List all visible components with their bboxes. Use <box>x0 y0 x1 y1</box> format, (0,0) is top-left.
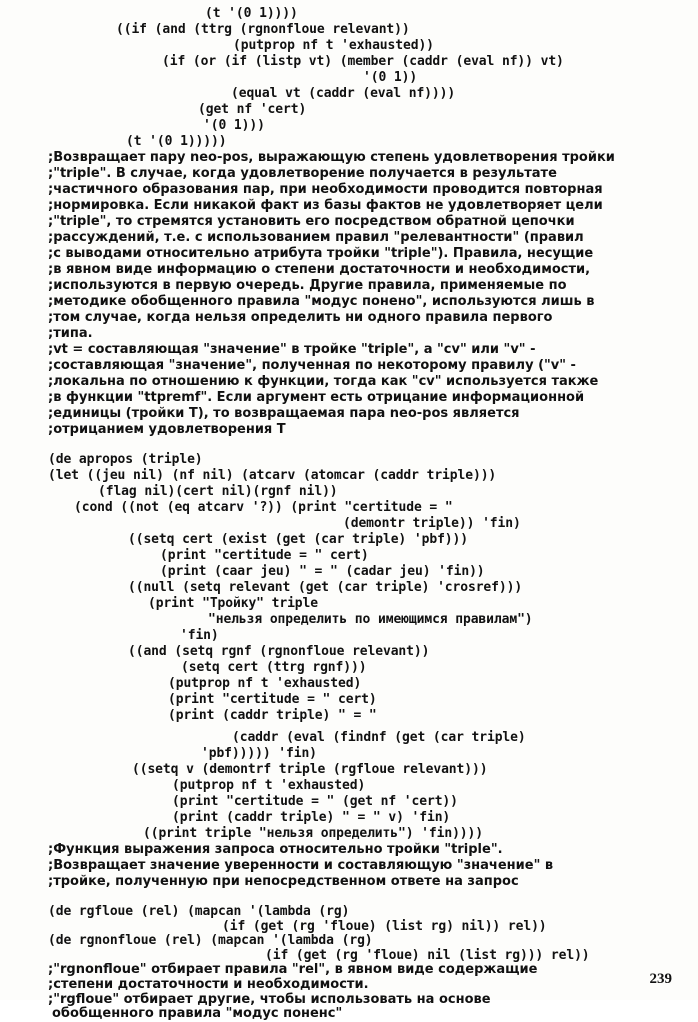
comment-line: ;с выводами относительно атрибута тройки "triple"). Правила, несущие <box>48 246 594 261</box>
code-line: (print "Тройку" triple <box>148 596 318 611</box>
code-line: (print "certitude = " cert) <box>168 692 377 707</box>
comment-line: ;рассуждений, т.е. с использованием правил "релевантности" (правил <box>48 230 584 245</box>
comment-line: ;частичного образования пар, при необходимости проводится повторная <box>48 182 603 197</box>
code-line: (caddr (eval (findnf (get (car triple) <box>232 730 526 745</box>
code-line: ((setq v (demontrf triple (rgfloue relevant))) <box>132 762 488 777</box>
code-line: (de apropos (triple) <box>48 452 203 467</box>
code-line: (setq cert (ttrg rgnf))) <box>181 660 367 675</box>
code-line: (print (caar jeu) " = " (cadar jeu) 'fin)) <box>160 564 485 579</box>
comment-line: ;отрицанием удовлетворения T <box>48 422 286 437</box>
comment-line: ;типа. <box>48 326 93 341</box>
comment-line: ;единицы (тройки T), то возвращаемая пара neo-pos является <box>48 406 520 421</box>
comment-line: ;в функции "ttpremf". Если аргумент есть отрицание информационной <box>48 390 585 405</box>
comment-line: ;составляющая "значение", полученная по некоторому правилу ("v" - <box>48 358 576 373</box>
comment-line: ;"rgnonfloue" отбирает правила "rel", в явном виде содержащие <box>48 962 538 978</box>
comment-line: ;в явном виде информацию о степени достаточности и необходимости, <box>48 262 591 277</box>
code-line: "нельзя определить по имеющимся правилам") <box>208 612 533 627</box>
comment-line: ;"triple", то стремятся установить его посредством обратной цепочки <box>48 214 575 229</box>
code-line: (if (get (rg 'floue) nil (list rg))) rel)) <box>265 947 590 963</box>
comment-line: ;vt = составляющая "значение" в тройке "triple", а "cv" или "v" - <box>48 342 536 357</box>
code-line: (if (get (rg 'floue) (list rg) nil)) rel)) <box>222 918 547 934</box>
comment-line: ;Функция выражения запроса относительно тройки "triple". <box>48 842 503 857</box>
code-line: (putprop nf t 'exhausted) <box>172 778 366 793</box>
code-line: 'fin) <box>180 628 219 643</box>
comment-line: ;нормировка. Если никакой факт из базы фактов не удовлетворяет цели <box>48 198 603 213</box>
comment-line: ;локальна по отношению к функции, тогда как "cv" используется также <box>48 374 599 389</box>
code-line: (print (caddr triple) " = " <box>168 708 377 723</box>
code-line: (putprop nf t 'exhausted)) <box>233 38 434 53</box>
comment-line: ;используются в первую очередь. Другие правила, применяемые по <box>48 278 567 293</box>
code-line: ((and (setq rgnf (rgnonfloue relevant)) <box>128 644 430 659</box>
code-line: ((if (and (ttrg (rgnonfloue relevant)) <box>116 22 410 37</box>
code-line: ((setq cert (exist (get (car triple) 'pbf))) <box>128 532 468 547</box>
code-line: (cond ((not (eq atcarv '?)) (print "certitude = " <box>74 500 453 515</box>
page-number: 239 <box>649 971 672 987</box>
comment-line: ;степени достаточности и необходимости. <box>48 977 369 992</box>
comment-line: ;методике обобщенного правила "модус понено", используются лишь в <box>48 294 595 309</box>
code-line: (print "certitude = " cert) <box>160 548 369 563</box>
code-line: '(0 1))) <box>203 118 265 133</box>
comment-line: ;том случае, когда нельзя определить ни одного правила первого <box>48 310 553 325</box>
comment-line: ;Возвращает пару neo-pos, выражающую степень удовлетворения тройки <box>48 150 615 165</box>
code-line: ((null (setq relevant (get (car triple) 'crosref))) <box>128 580 523 595</box>
comment-line: ;"triple". В случае, когда удовлетворение получается в результате <box>48 166 557 181</box>
code-line: (de rgfloue (rel) (mapcan '(lambda (rg) <box>48 904 350 919</box>
code-line: 'pbf))))) 'fin) <box>201 746 317 761</box>
code-line: (equal vt (caddr (eval nf)))) <box>231 86 456 101</box>
comment-line: ;Возвращает значение уверенности и составляющую "значение" в <box>48 858 554 873</box>
code-line: (t '(0 1))))) <box>126 134 227 149</box>
comment-line: ;тройке, полученную при непосредственном ответе на запрос <box>48 874 519 889</box>
code-line: (print (caddr triple) " = " v) 'fin) <box>172 810 451 825</box>
code-line: (let ((jeu nil) (nf nil) (atcarv (atomcar (caddr triple))) <box>48 468 497 483</box>
code-line: ((print triple "нельзя определить") 'fin)))) <box>143 826 483 841</box>
code-line: (if (or (if (listp vt) (member (caddr (eval nf)) vt) <box>162 54 564 69</box>
code-line: (get nf 'cert) <box>198 102 307 117</box>
comment-line: обобщенного правила "модус поненс" <box>52 1006 343 1022</box>
code-line: (demontr triple)) 'fin) <box>343 516 521 531</box>
code-line: (de rgnonfloue (rel) (mapcan '(lambda (rg) <box>48 933 373 949</box>
code-line: '(0 1)) <box>363 70 418 85</box>
code-line: (putprop nf t 'exhausted) <box>168 676 362 691</box>
code-line: (t '(0 1)))) <box>205 6 298 21</box>
comment-line: ;"rgfloue" отбирает другие, чтобы использовать на основе <box>48 991 491 1007</box>
code-line: (flag nil)(cert nil)(rgnf nil)) <box>98 484 338 499</box>
code-line: (print "certitude = " (get nf 'cert)) <box>172 794 458 809</box>
